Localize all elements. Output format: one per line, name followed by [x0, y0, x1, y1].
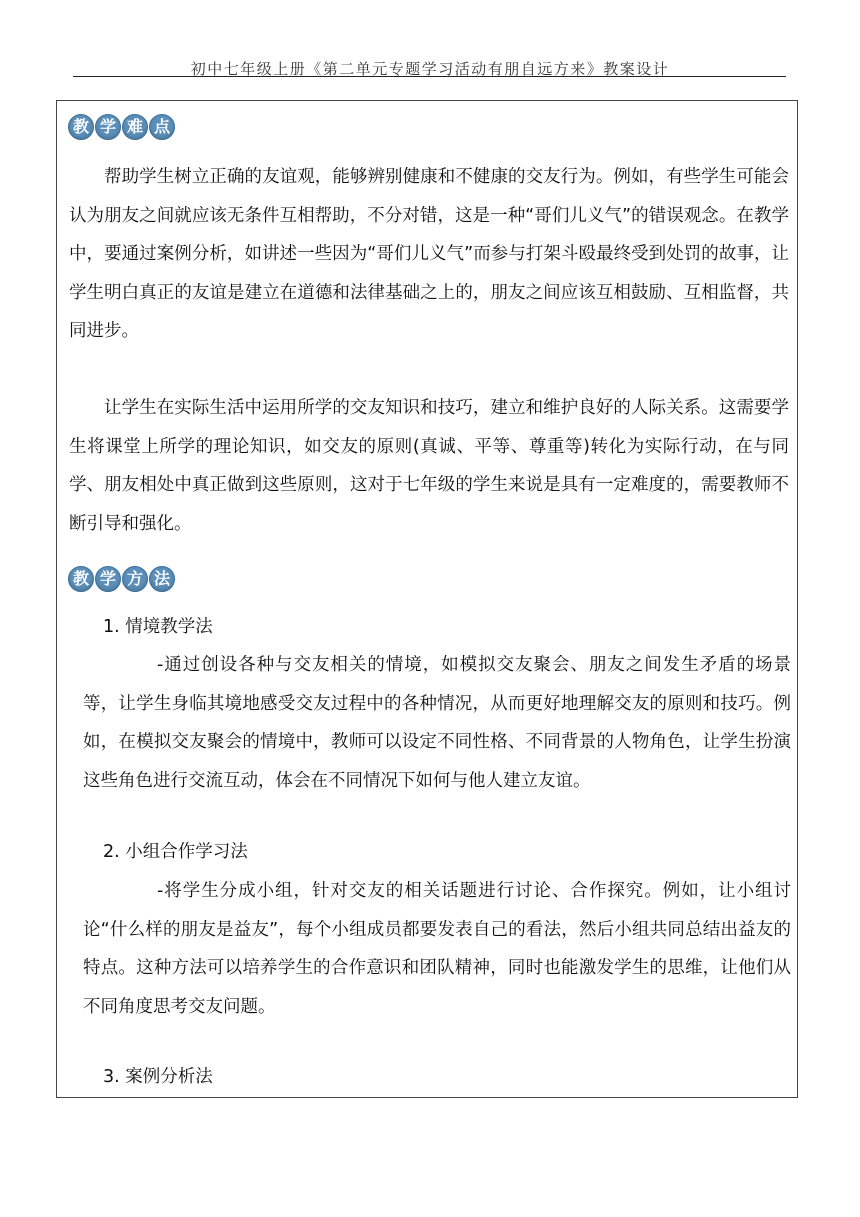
page-header-title: 初中七年级上册《第二单元专题学习活动有朋自远方来》教案设计 [190, 60, 670, 78]
label-char: 方 [122, 566, 148, 592]
label-char: 教 [68, 114, 94, 140]
method-description: -将学生分成小组，针对交友的相关话题进行讨论、合作探究。例如，让小组讨论“什么样的朋友是益友”，每个小组成员都要发表自己的看法，然后小组共同总结出益友的特点。这种方法可以培养学生的合作意识和团队精神，同时也能激发学生的思维，让他们从不同角度思考交友问题。 [83, 881, 791, 1017]
method-title: 1. 情境教学法 [103, 617, 213, 637]
method-title: 3. 案例分析法 [103, 1067, 213, 1087]
label-char: 难 [122, 114, 148, 140]
label-char: 法 [149, 566, 175, 592]
section-label-methods [68, 566, 175, 592]
label-char: 教 [68, 566, 94, 592]
difficulty-paragraph: 让学生在实际生活中运用所学的交友知识和技巧，建立和维护良好的人际关系。这需要学生将课堂上所学的理论知识，如交友的原则(真诚、平等、尊重等)转化为实际行动，在与同学、朋友相处中真正做到这些原则，这对于七年级的学生来说是具有一定难度的，需要教师不断引导和强化。 [69, 398, 789, 534]
section-label-difficulties [68, 114, 175, 140]
content-box [56, 100, 798, 1098]
difficulty-paragraph: 帮助学生树立正确的友谊观，能够辨别健康和不健康的交友行为。例如，有些学生可能会认为朋友之间就应该无条件互相帮助，不分对错，这是一种“哥们儿义气”的错误观念。在教学中，要通过案例分析，如讲述一些因为“哥们儿义气”而参与打架斗殴最终受到处罚的故事，让学生明白真正的友谊是建立在道德和法律基础之上的，朋友之间应该互相鼓励、互相监督，共同进步。 [69, 167, 789, 341]
label-char: 学 [95, 566, 121, 592]
header-divider [73, 76, 786, 77]
label-char: 点 [149, 114, 175, 140]
method-description: -通过创设各种与交友相关的情境，如模拟交友聚会、朋友之间发生矛盾的场景等，让学生身临其境地感受交友过程中的各种情况，从而更好地理解交友的原则和技巧。例如，在模拟交友聚会的情境中，教师可以设定不同性格、不同背景的人物角色，让学生扮演这些角色进行交流互动，体会在不同情况下如何与他人建立友谊。 [83, 655, 791, 791]
method-title: 2. 小组合作学习法 [103, 842, 248, 862]
label-char: 学 [95, 114, 121, 140]
